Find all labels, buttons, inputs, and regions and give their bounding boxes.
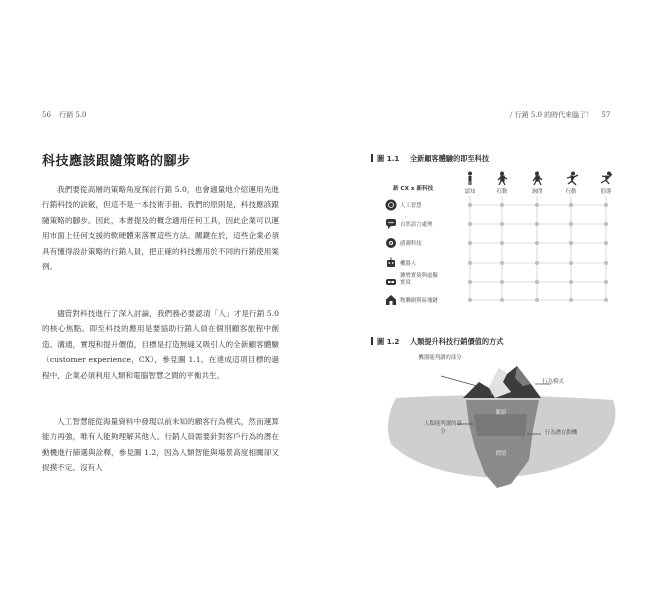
row-nlp-label: 自然語言處理	[400, 222, 433, 228]
figure-1-title: 全新顧客體驗的即至科技	[409, 154, 490, 163]
figure-2-number: 圖 1.2	[377, 337, 400, 346]
left-book-title: 行銷 5.0	[59, 111, 87, 119]
left-page-number: 56	[42, 111, 51, 119]
column-appeal: 打動	[496, 189, 508, 195]
aware-person-icon	[464, 171, 476, 185]
figure-1-caption	[371, 154, 489, 164]
advocate-person-icon	[599, 171, 613, 185]
figure-1-chart	[371, 168, 619, 312]
figure-2-caption	[371, 337, 503, 347]
row-sensor-label: 感測科技	[400, 241, 422, 247]
section-title: 科技應該跟隨策略的腳步	[42, 154, 191, 169]
caption-bar-icon-2	[371, 337, 373, 345]
column-ask: 詢問	[531, 189, 543, 195]
label-motive: 行為潛在動機	[544, 430, 578, 436]
iot-house-icon	[385, 294, 397, 306]
label-human-interpreted: 人類能判讀的部分	[424, 421, 462, 435]
label-context: 脈絡	[495, 410, 507, 416]
column-advocate: 倡導	[600, 189, 612, 195]
iceberg-illustration	[371, 352, 621, 492]
sensor-icon	[385, 237, 397, 249]
speech-bubble-icon	[385, 218, 397, 230]
label-machine-observed: 機器能判讀的部分	[418, 355, 462, 361]
left-page-header	[42, 110, 87, 120]
paragraph-3: 人工智慧能從海量資料中發現以前未知的顧客行為模式，然而運算能力再強，唯有人能夠理解其他人。行銷人員需要針對客戶行為的潛在動機進行篩選與詮釋，參見圖 1.2，因為人類智能與場景高度相關卻又捉摸不定。沒有人	[42, 417, 279, 473]
column-act: 行動	[565, 189, 577, 195]
figure-2-iceberg	[371, 352, 621, 492]
ask-person-icon	[531, 171, 543, 185]
row-arvr-label: 擴增實境與虛擬實境	[400, 273, 438, 286]
paragraph-2: 儘管對科技進行了深入討論，我們務必要認清「人」才是行銷 5.0 的核心焦點。即至科技的應用是要協助行銷人員在個別顧客旅程中創造、溝通，實現和提升價值，目標是打造無縫又吸引人的全新顧客體驗（customer experience，CX），參見圖 1.1。在達成這項目標的過程中，企業必須利用人類和電腦智慧之間的平衡共生。	[42, 309, 279, 380]
paragraph-1: 我們要從高層的策略角度探討行銷 5.0，也會適量地介紹運用先進行銷科技的訣竅，但這不是一本技術手冊。我們的原則是，科技應該跟隨策略的腳步。因此，本書提及的概念適用任何工具，因此企業可以運用市面上任何支援的軟硬體來落實這些方法。關鍵在於，這些企業必須具有懂得設計策略的行銷人員，把正確的科技應用於不同的行銷使用案例。	[42, 185, 279, 272]
right-header-title: 行銷 5.0 的時代來臨了！	[514, 111, 594, 119]
ai-brain-icon	[385, 199, 397, 211]
robot-icon	[385, 257, 397, 269]
row-ai-label: 人工智慧	[400, 203, 422, 209]
figure-1-corner-label: 新 CX x 新科技	[393, 186, 434, 192]
row-iot-label: 物聯網與區塊鏈	[400, 298, 438, 304]
right-page-header: / 行銷 5.0 的時代來臨了！ 57	[510, 111, 611, 119]
figure-2-title: 人類提升科技行銷價值的方式	[409, 337, 504, 346]
act-person-icon	[565, 171, 579, 185]
caption-bar-icon	[371, 154, 373, 162]
label-behavior: 行為	[490, 391, 502, 397]
right-page-number: 57	[601, 111, 611, 119]
column-aware: 認知	[464, 189, 476, 195]
row-robot-label: 機器人	[400, 261, 417, 267]
figure-1-number: 圖 1.1	[377, 154, 400, 163]
appeal-person-icon	[496, 171, 508, 185]
label-behavior-pattern: 行為模式	[542, 379, 564, 385]
vr-headset-icon	[385, 276, 397, 288]
label-values: 價值	[495, 451, 507, 457]
